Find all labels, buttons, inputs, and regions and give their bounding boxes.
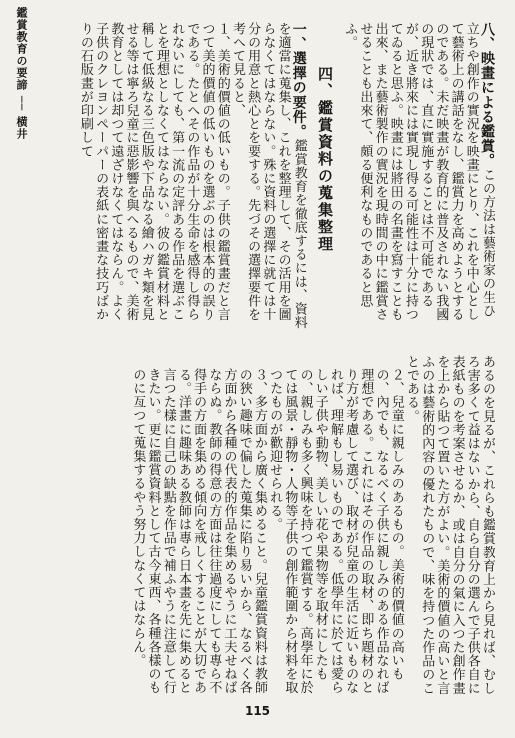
paragraph-point3: ３、多方面から廣く集めること。兒童鑑賞資料は教師の狹い趣味で偏した蒐集に陷り易いから、なるべく各方面から各種の代表的作品を集めるやうに工夫せねばならぬ。教師の得意の方面は往往過度にしても專ら不得手の方面を集める傾向を戒しくすることが大切である。洋畫に趣味ある教師は專ら日本畫を先に集めると言つた樣に自己の缺點を作品で補ふやうに注意して行きたい。更に鑑賞資料として古今東西、各種各樣のものに亙つて蒐集するやう努力しなくてはならん。	[130, 368, 267, 695]
section-title: 四、鑑賞資料の蒐集整理	[315, 66, 334, 253]
item8-text: この方法は藝術家の生ひ立ちや創作の實況を映畫にとり、これを中心として藝術上の講話をなし、鑑賞力を高めようとするのである。未だ映畫が教育的に普及されない我國の現狀では、直に實施することは不可能であるが、近き將來には實現し得る可能性は十分に持つてゐると思ふ。映畫には將田の名畫を寫すことも出來、また藝術製作の實況を現時間の中に鑑賞させることも出來て、頗る便利なものであると思ふ。	[342, 22, 495, 322]
paragraph-point1: １、美術的價値の低いもの。子供の鑑賞畫だと言つて美的價値の低いものを選ぶのは根本的の誤りである。たとへその作品が十分生命を感得し得られないにしても、第一流の定評ある作品を選ぶことを理想としなくてはならない。彼の鑑賞材料と稱して低級なる三色版や下品なる繪ハガキ類を見せる等は寧ろ兒童に惡影響を與へるもので、美術教育としては却つて遠ざけなくてはならん。よく子供のクレヨンペーパーの表紙に密畫な技巧ばかりの石版畫が印刷して	[77, 22, 230, 322]
page-number: 115	[244, 704, 271, 718]
selection-requirements-text: 鑑賞教育を徹底するには、資料を適當に蒐集し、これを整理して、その活用を圖らなくてはならない。殊に資料の選擇に就ては十分の用意と熱心とを要する。先づその選擇要件を考へて見ると、	[229, 22, 307, 330]
selection-requirements-heading: 一、選擇の要件。	[290, 22, 307, 139]
paragraph-continuation: あるのを見るが、これらも鑑賞教育上から見れば、むしろ害多くて益はないから、自ら自分の選んで子供各自に表紙ものを考案させるか、或は自分の氣に入つた創作畫を上から貼つて置いた方がよい。美術的價値の高いと言ふのは藝術的內容の優れたもので、味を持つた作品のことである。	[403, 355, 495, 695]
paragraph-item8	[342, 22, 495, 330]
paragraph-selection-requirements	[230, 22, 307, 330]
paragraph-point2: ２、兒童に親しみのあるもの。美術的價値の高いもの、內でも、なるべく子供に親しみのある作品なれば理想である。これにはその作品の取材、即ち題材のとり方が考慮して選び、取材が兒童の生活に近いものなれば、理解もし易いものである。低學年に於ては愛らしい子供や動物、美しい花や果物等を取材にしたもの、親しみも多く興味を持つて鑑賞する。高學年に於ては風景・靜物・人物等子供の創作範圍から材料を取つたものが歡迎せられる。	[267, 368, 404, 695]
running-head: 鑑賞教育の要諦 ── 横井	[15, 7, 28, 140]
lower-text-block	[40, 355, 495, 697]
upper-text-block	[40, 22, 495, 330]
item8-heading: 八、映畫による鑑賞。	[479, 22, 495, 168]
